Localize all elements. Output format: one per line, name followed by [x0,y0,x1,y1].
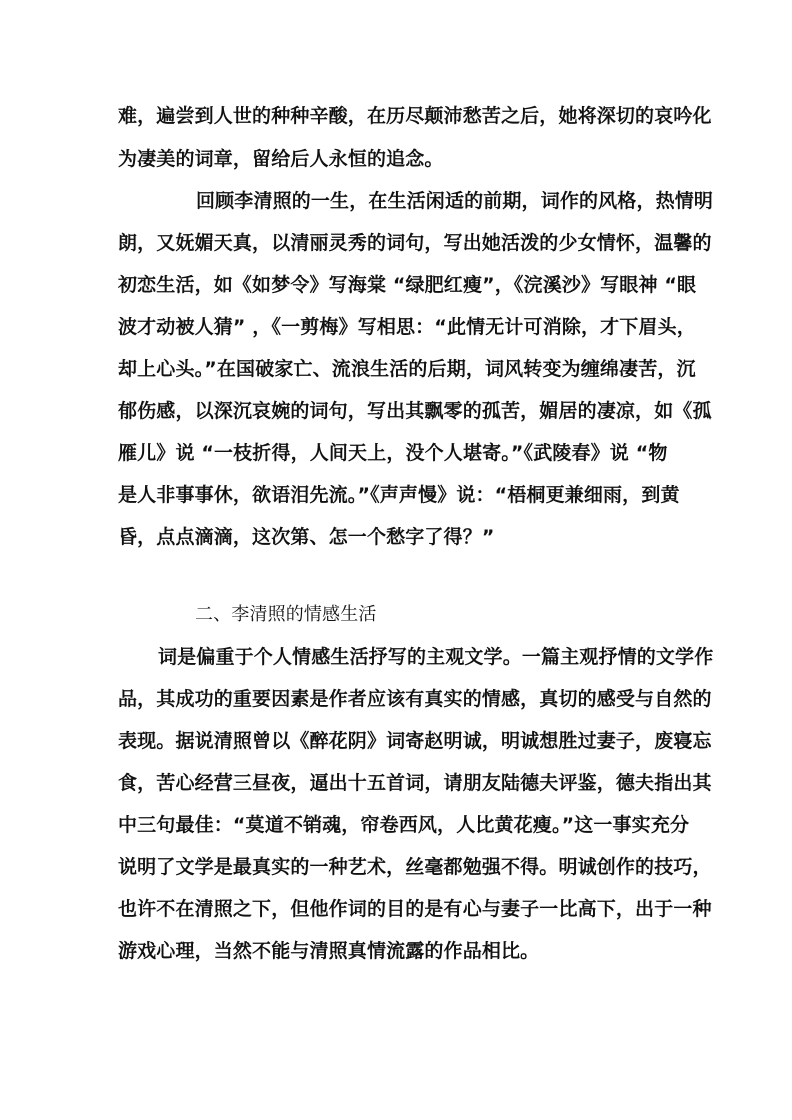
paragraph-line: 波才动被人猜” ，《一剪梅》写相思：“此情无计可消除，才下眉头， [118,316,696,338]
paragraph-line: 雁儿》说 “一枝折得，人间天上，没个人堪寄。”《武陵春》说 “物 [118,442,668,464]
paragraph-line: 郁伤感，以深沉哀婉的词句，写出其飘零的孤苦，媚居的凄凉，如《孤 [118,400,712,422]
paragraph-line: 说明了文学是最真实的一种艺术，丝毫都勉强不得。明诚创作的技巧， [118,856,712,878]
paragraph-line: 朗，又妩媚天真，以清丽灵秀的词句，写出她活泼的少女情怀，温馨的 [118,232,712,254]
paragraph-line: 是人非事事休，欲语泪先流。”《声声慢》说：“梧桐更兼细雨，到黄 [118,484,680,506]
paragraph-line: 为凄美的词章，留给后人永恒的追念。 [118,148,444,170]
paragraph-line: 品，其成功的重要因素是作者应该有真实的情感，真切的感受与自然的 [118,688,712,710]
paragraph-line: 昏，点点滴滴，这次第、怎一个愁字了得？” [118,526,495,548]
paragraph-line: 食，苦心经营三昼夜，逼出十五首词，请朋友陆德夫评鉴，德夫指出其 [118,772,712,794]
paragraph-line: 游戏心理，当然不能与清照真情流露的作品相比。 [118,940,540,962]
paragraph-line: 也许不在清照之下，但他作词的目的是有心与妻子一比高下，出于一种 [118,898,712,920]
paragraph-line: 表现。据说清照曾以《醉花阴》词寄赵明诚，明诚想胜过妻子，废寝忘 [118,730,712,752]
paragraph-line: 难，遍尝到人世的种种辛酸，在历尽颠沛愁苦之后，她将深切的哀吟化 [118,105,712,127]
paragraph-line: 回顾李清照的一生，在生活闲适的前期，词作的风格，热情明 [196,190,714,212]
paragraph-line: 却上心头。”在国破家亡、流浪生活的后期，词风转变为缠绵凄苦，沉 [118,358,696,380]
paragraph-line: 初恋生活，如《如梦令》写海棠 “绿肥红瘦”，《浣溪沙》写眼神 “眼 [118,274,697,296]
paragraph-line: 中三句最佳：“莫道不销魂，帘卷西风，人比黄花瘦。”这一事实充分 [118,814,690,836]
section-heading: 二、李清照的情感生活 [195,604,377,625]
paragraph-line: 词是偏重于个人情感生活抒写的主观文学。一篇主观抒情的文学作 [158,646,714,668]
